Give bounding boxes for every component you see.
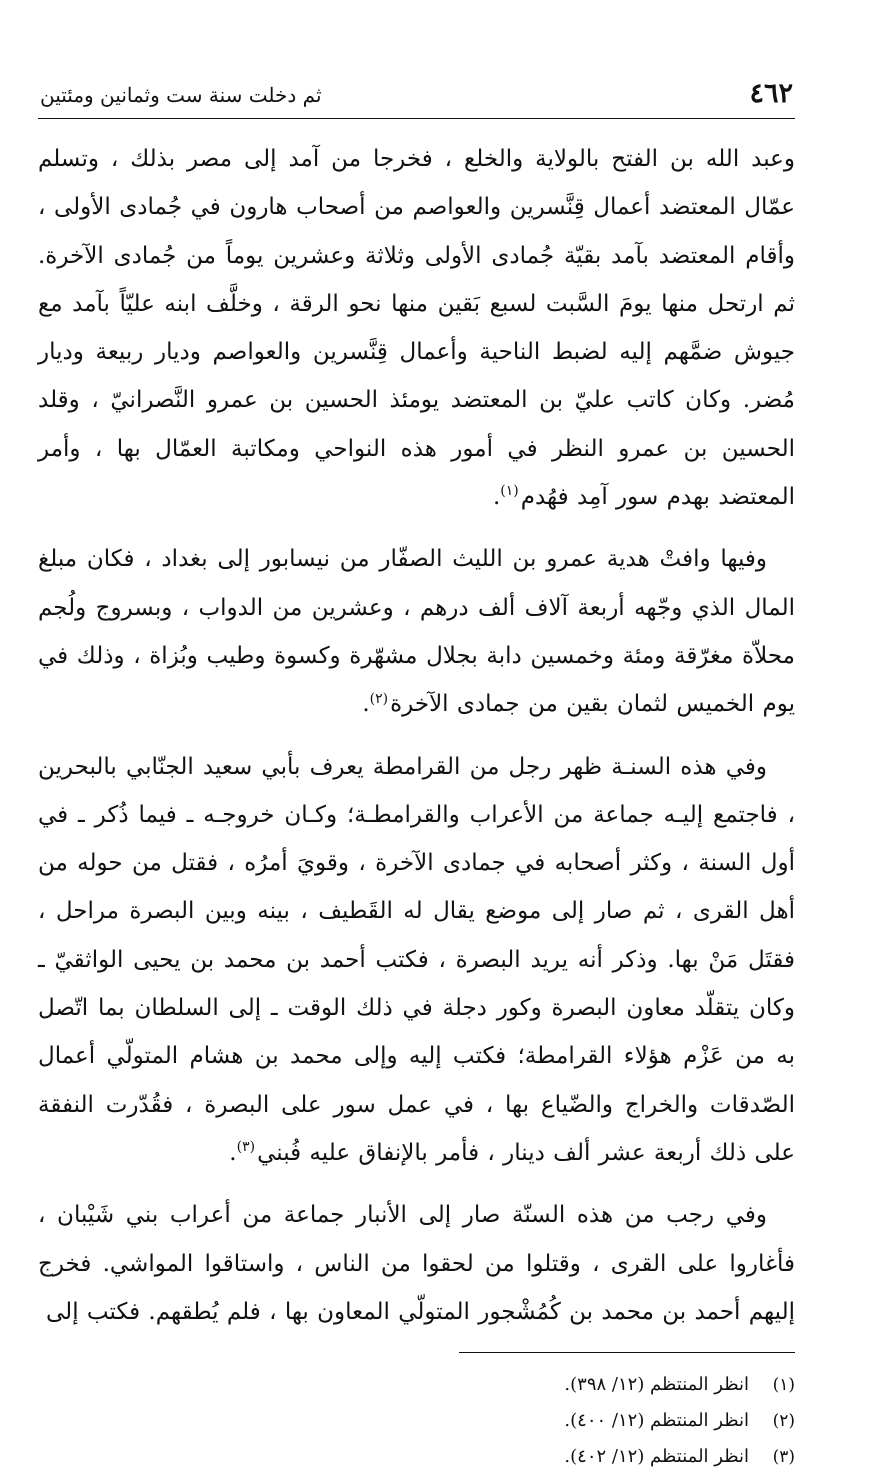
footnote-reference: (١): [500, 483, 519, 500]
footnote-number: (٢): [772, 1411, 795, 1432]
paragraph: [38, 135, 795, 521]
paragraph: [38, 1191, 795, 1336]
paragraph: [38, 535, 795, 728]
footnote-item: [38, 1439, 795, 1475]
paragraph: [38, 743, 795, 1178]
footnote-item: [38, 1403, 795, 1439]
paragraph-end: .: [229, 1139, 237, 1166]
footnote-number: (١): [772, 1375, 795, 1396]
main-text: [38, 135, 795, 1336]
paragraph-text: وعبد الله بن الفتح بالولاية والخلع ، فخرجا من آمد إلى مصر بذلك ، وتسلم عمّال المعتضد أعمال قِنَّسرين والعواصم من أصحاب هارون في جُمادى الأولى ، وأقام المعتضد بآمد بقيّة جُمادى الأولى وثلاثة وعشرين يوماً من جُمادى الآخرة. ثم ارتحل منها يومَ السَّبت لسبع بَقين منها نحو الرقة ، وخلَّف ابنه عليّاً بآمد مع جيوش ضمَّهم إليه لضبط الناحية وأعمال قِنَّسرين والعواصم وديار ربيعة وديار مُضر. وكان كاتب عليّ بن المعتضد يومئذ الحسين بن عمرو النَّصرانيّ ، وقلد الحسين بن عمرو النظر في أمور هذه النواحي ومكاتبة العمّال بها ، وأمر المعتضد بهدم سور آمِد فهُدم: [38, 146, 795, 511]
footnote-number: (٣): [772, 1447, 795, 1468]
footnotes: [38, 1367, 795, 1475]
footnote-item: [38, 1367, 795, 1403]
footnote-text: انظر المنتظم (١٢/ ٣٩٨).: [564, 1374, 749, 1396]
paragraph-text: وفيها وافتْ هدية عمرو بن الليث الصفّار من نيسابور إلى بغداد ، فكان مبلغ المال الذي وجّهه أربعة آلاف ألف درهم ، وعشرين من الدواب ، وبسروج ولُجم محلاّة مغرّقة ومئة وخمسين دابة بجلال مشهّرة وكسوة وطيب وبُزاة ، وذلك في يوم الخميس لثمان بقين من جمادى الآخرة: [38, 546, 795, 718]
running-title: ثم دخلت سنة ست وثمانين ومئتين: [40, 83, 322, 107]
paragraph-text: وفي هذه السنـة ظهر رجل من القرامطة يعرف بأبي سعيد الجنّابي بالبحرين ، فاجتمع إليـه جماعة من الأعراب والقرامطـة؛ وكـان خروجـه ـ فيما ذُكر ـ في أول السنة ، وكثر أصحابه في جمادى الآخرة ، وقويَ أمرُه ، فقتل من حوله من أهل القرى ، ثم صار إلى موضع يقال له القَطيف ، بينه وبين البصرة مراحل ، فقتَل مَنْ بها. وذكر أنه يريد البصرة ، فكتب أحمد بن محمد بن يحيى الواثقيّ ـ وكان يتقلّد معاون البصرة وكور دجلة في ذلك الوقت ـ إلى السلطان بما اتّصل به من عَزْم هؤلاء القرامطة؛ فكتب إليه وإلى محمد بن هشام المتولّي أعمال الصّدقات والخراج والضّياع بها ، في عمل سور على البصرة ، فقُدّرت النفقة على ذلك أربعة عشر ألف دينار ، فأمر بالإنفاق عليه فُبني: [38, 753, 795, 1166]
page-number: ٤٦٢: [749, 78, 793, 109]
footnote-divider: [459, 1352, 795, 1353]
footnote-reference: (٣): [236, 1139, 256, 1156]
footnote-text: انظر المنتظم (١٢/ ٤٠٢).: [564, 1446, 749, 1468]
book-page: [38, 78, 795, 1475]
running-header: [38, 78, 795, 119]
paragraph-end: .: [362, 691, 370, 718]
paragraph-end: .: [492, 484, 501, 511]
paragraph-text: وفي رجب من هذه السنّة صار إلى الأنبار جماعة من أعراب بني شَيْبان ، فأغاروا على القرى ، وقتلوا من لحقوا من الناس ، واستاقوا المواشي. فخرج إليهم أحمد بن محمد بن كُمُشْجور المتولّي المعاون بها ، فلم يُطقهم. فكتب إلى: [38, 1202, 795, 1325]
footnote-reference: (٢): [369, 690, 389, 707]
footnote-text: انظر المنتظم (١٢/ ٤٠٠).: [564, 1410, 749, 1432]
